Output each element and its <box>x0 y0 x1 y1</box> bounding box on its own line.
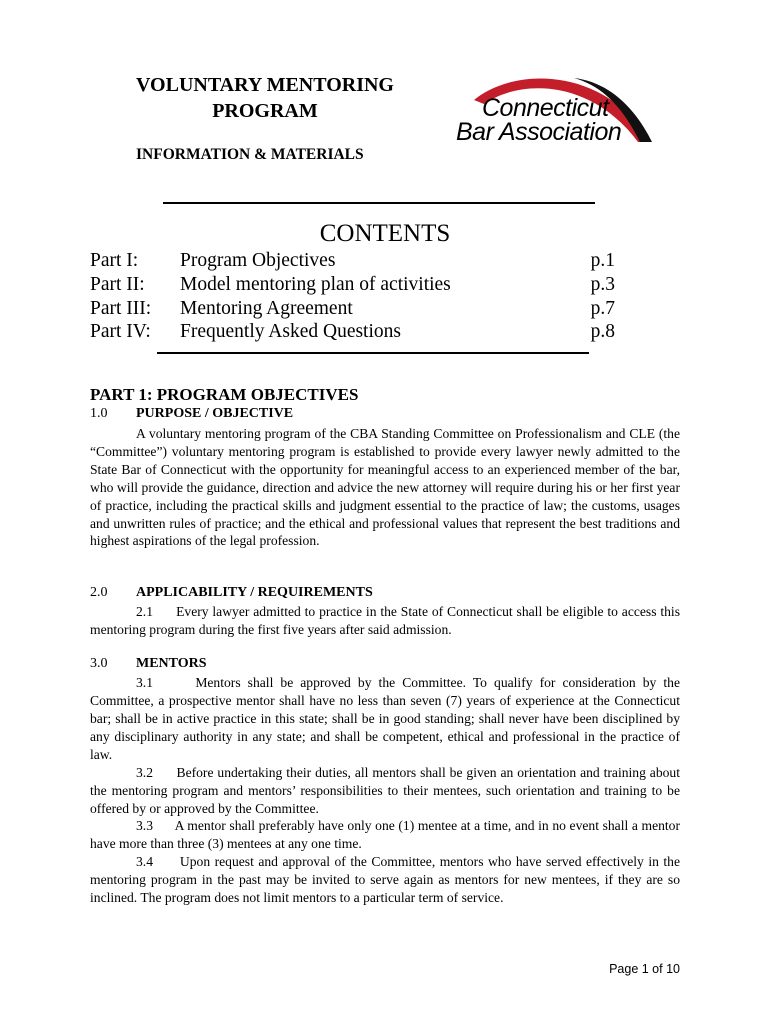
toc-row <box>90 250 615 274</box>
toc-page: p.1 <box>590 250 615 271</box>
toc-part: Part IV: <box>90 321 151 342</box>
clause-number: 3.1 <box>136 675 153 690</box>
paragraph-text: Before undertaking their duties, all mentors shall be given an orientation and training about the mentoring program and mentors’ responsibilities to their mentees, such orientation and training to be offered by or approved by the Committee. <box>90 765 681 816</box>
section-number: 2.0 <box>90 585 108 600</box>
paragraph <box>90 674 680 764</box>
toc-row <box>90 321 615 345</box>
toc-page: p.3 <box>590 274 615 295</box>
clause-number: 3.2 <box>136 765 153 780</box>
toc-title: Frequently Asked Questions <box>180 321 401 342</box>
toc-part: Part I: <box>90 250 139 271</box>
toc-title: Mentoring Agreement <box>180 298 353 319</box>
paragraph-text: Mentors shall be approved by the Committee. To qualify for consideration by the Committee, a prospective mentor shall have no less than seven (7) years of experience at the Connecticut bar; shall be in active practice in this state; shall be in good standing; shall never have been disciplined by any disciplinary authority in any state; and shall be competent, ethical and professional in the practice of law. <box>90 675 681 762</box>
paragraph <box>90 425 680 550</box>
toc-part: Part II: <box>90 274 145 295</box>
title-line-2: PROGRAM <box>212 100 318 122</box>
toc-row <box>90 274 615 298</box>
section-number: 1.0 <box>90 406 108 421</box>
paragraph <box>90 853 680 907</box>
clause-number: 3.3 <box>136 818 153 833</box>
document-subtitle: INFORMATION & MATERIALS <box>136 146 364 163</box>
toc-row <box>90 298 615 322</box>
clause-number: 3.4 <box>136 854 153 869</box>
document-title <box>90 72 440 124</box>
toc-title: Program Objectives <box>180 250 336 271</box>
header-divider <box>163 202 595 204</box>
toc-page: p.7 <box>590 298 615 319</box>
section-number: 3.0 <box>90 656 108 671</box>
paragraph <box>90 603 680 639</box>
toc-part: Part III: <box>90 298 152 319</box>
paragraph-text: Upon request and approval of the Committee, mentors who have served effectively in the mentoring program in the past may be invited to serve again as mentors for new mentees, if they are so inclined. The program does not limit mentors to a particular term of service. <box>90 854 681 905</box>
clause-number: 2.1 <box>136 604 153 619</box>
cba-logo <box>452 66 662 148</box>
paragraph-text: A voluntary mentoring program of the CBA Standing Committee on Professionalism and CLE (the “Committee”) voluntary mentoring program is established to provide every lawyer newly admitted to the State Bar of Connecticut with the opportunity for meaningful access to an experienced member of the bar, who will provide the guidance, direction and advice the new attorney will require during his or her first year of practice, including the practical skills and judgment essential to the practice of law; the customs, usages and unwritten rules of practice; and the ethical and professional values that represent the best traditions and highest aspirations of the legal profession. <box>90 426 680 549</box>
title-line-1: VOLUNTARY MENTORING <box>136 74 394 96</box>
logo-text-line-2: Bar Association <box>456 118 622 146</box>
paragraph <box>90 817 680 853</box>
page-number: Page 1 of 10 <box>609 962 680 976</box>
section-title: APPLICABILITY / REQUIREMENTS <box>136 585 373 600</box>
toc-title: Model mentoring plan of activities <box>180 274 451 295</box>
part1-heading: PART 1: PROGRAM OBJECTIVES <box>90 385 359 404</box>
paragraph-text: A mentor shall preferably have only one (1) mentee at a time, and in no event shall a mentor have more than three (3) mentees at any one time. <box>90 818 680 851</box>
section-title: MENTORS <box>136 656 207 671</box>
contents-heading: CONTENTS <box>319 220 451 247</box>
section-title: PURPOSE / OBJECTIVE <box>136 406 294 421</box>
logo-text-line-1: Connecticut <box>482 94 609 122</box>
cba-logo-arc <box>452 66 662 148</box>
toc-page: p.8 <box>590 321 615 342</box>
paragraph-text: Every lawyer admitted to practice in the State of Connecticut shall be eligible to access this mentoring program during the first five years after said admission. <box>90 604 680 637</box>
contents-divider <box>157 352 589 354</box>
paragraph <box>90 764 680 818</box>
